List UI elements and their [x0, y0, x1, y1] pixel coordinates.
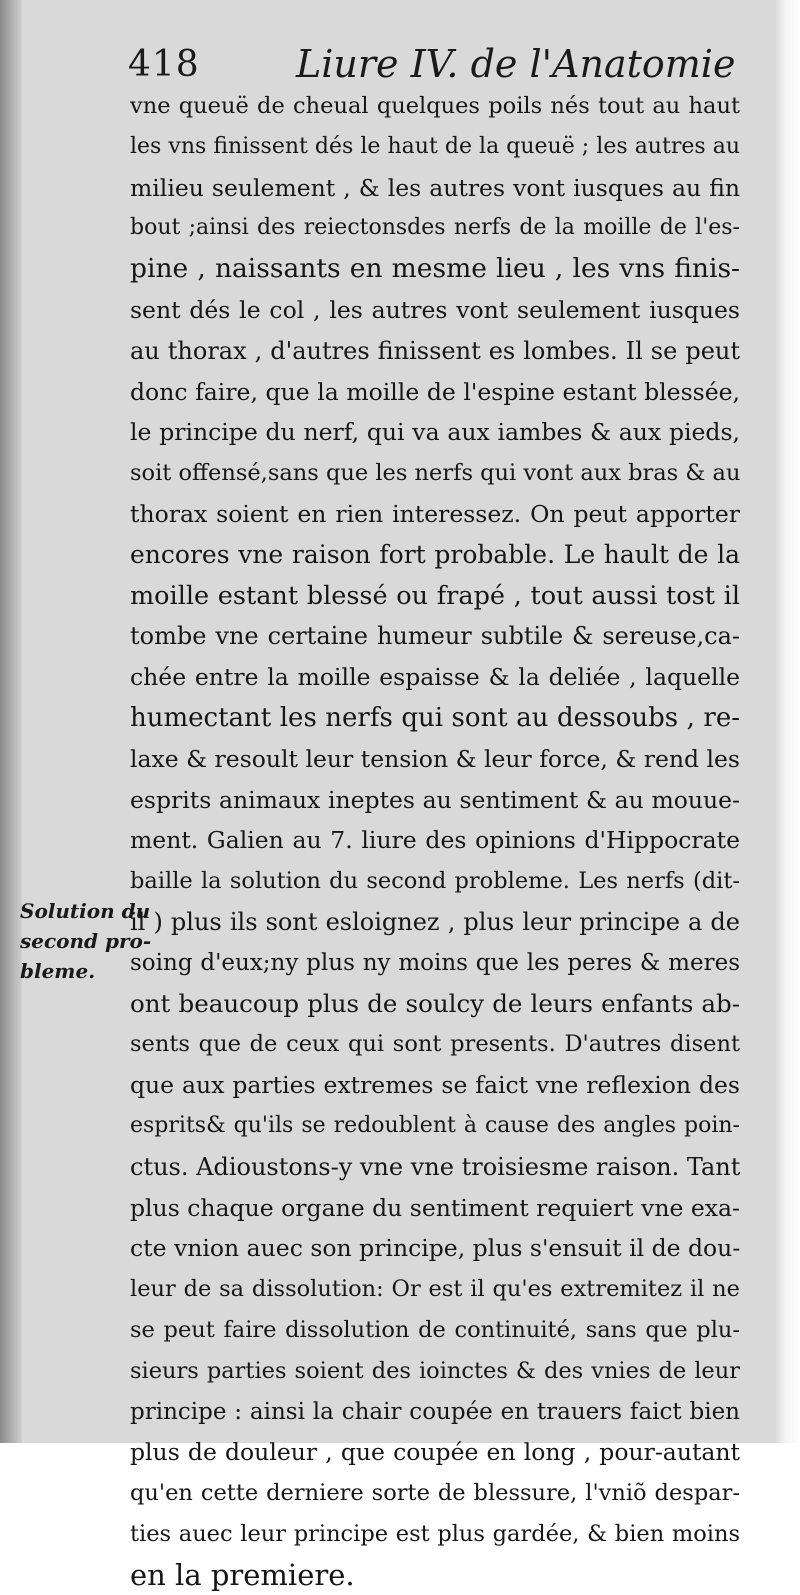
text-line: en la premiere.: [130, 1557, 355, 1592]
text-line: tombe vne certaine humeur subtile & sereuse,ca-: [130, 622, 740, 651]
text-line: soit offensé,sans que les nerfs qui vont aux bras & au: [130, 460, 740, 487]
text-line: principe : ainsi la chair coupée en trauers faict bien: [130, 1398, 740, 1425]
text-line: thorax soient en rien interessez. On peut apporter: [130, 499, 740, 528]
text-line: esprits animaux ineptes au sentiment & au mouue-: [130, 785, 740, 814]
text-line: vne queuë de cheual quelques poils nés tout au haut: [130, 93, 740, 119]
text-line: plus chaque organe du sentiment requiert vne exa-: [130, 1193, 740, 1222]
text-line: encores vne raison fort probable. Le hault de la: [130, 539, 740, 569]
text-line: ont beaucoup plus de soulcy de leurs enfants ab-: [130, 988, 740, 1018]
text-line: esprits& qu'ils se redoublent à cause des angles poin-: [130, 1112, 740, 1138]
text-line: milieu seulement , & les autres vont iusques au fin: [130, 173, 740, 202]
text-line: au thorax , d'autres finissent es lombes. Il se peut: [130, 336, 740, 365]
page-header: [0, 22, 800, 86]
text-line: ment. Galien au 7. liure des opinions d'Hippocrate: [130, 826, 740, 855]
text-line: sents que de ceux qui sont presents. D'autres disent: [130, 1031, 740, 1058]
text-line: soing d'eux;ny plus ny moins que les peres & meres: [130, 949, 740, 976]
margin-note-line: Solution du: [20, 899, 151, 923]
text-line: plus de douleur , que coupée en long , pour-autant: [130, 1438, 740, 1467]
text-line: se peut faire dissolution de continuité, sans que plu-: [130, 1316, 740, 1343]
text-line: cte vnion auec son principe, plus s'ensuit il de dou-: [130, 1234, 740, 1263]
text-line: le principe du nerf, qui va aux iambes & aux pieds,: [130, 418, 740, 447]
text-line: il ) plus ils sont esloignez , plus leur principe a de: [130, 907, 740, 936]
page-edge: [776, 0, 800, 1443]
text-line: chée entre la moille espaisse & la deliée , laquelle: [130, 663, 740, 692]
text-line: que aux parties extremes se faict vne reflexion des: [130, 1071, 740, 1100]
text-line: donc faire, que la moille de l'espine estant blessée,: [130, 377, 740, 406]
margin-note-line: second pro-: [20, 929, 152, 953]
text-line: ties auec leur principe est plus gardée, & bien moins: [130, 1520, 740, 1547]
text-line: sent dés le col , les autres vont seulement iusques: [130, 295, 740, 324]
text-line: moille estant blessé ou frapé , tout aussi tost il: [130, 580, 740, 611]
body-text: [130, 86, 740, 1595]
text-line: les vns finissent dés le haut de la queuë ; les autres au: [130, 133, 740, 159]
text-line: leur de sa dissolution: Or est il qu'es extremitez il ne: [130, 1276, 740, 1303]
text-line: qu'en cette derniere sorte de blessure, l'vniõ despar-: [130, 1480, 740, 1507]
text-line: laxe & resoult leur tension & leur force, & rend les: [130, 744, 740, 773]
text-line: pine , naissants en mesme lieu , les vns finis-: [130, 253, 740, 285]
text-line: humectant les nerfs qui sont au dessoubs , re-: [130, 702, 740, 733]
text-line: bout ;ainsi des reiectonsdes nerfs de la moille de l'es-: [130, 215, 740, 241]
margin-note-line: bleme.: [20, 959, 96, 983]
text-line: ctus. Adioustons-y vne vne troisiesme raison. Tant: [130, 1152, 740, 1181]
text-line: baille la solution du second probleme. Les nerfs (dit-: [130, 868, 740, 895]
running-title: Liure IV. de l'Anatomie: [296, 42, 736, 86]
page-number: 418: [128, 44, 200, 85]
text-line: sieurs parties soient des ioinctes & des vnies de leur: [130, 1357, 740, 1384]
book-gutter: [0, 0, 22, 1443]
